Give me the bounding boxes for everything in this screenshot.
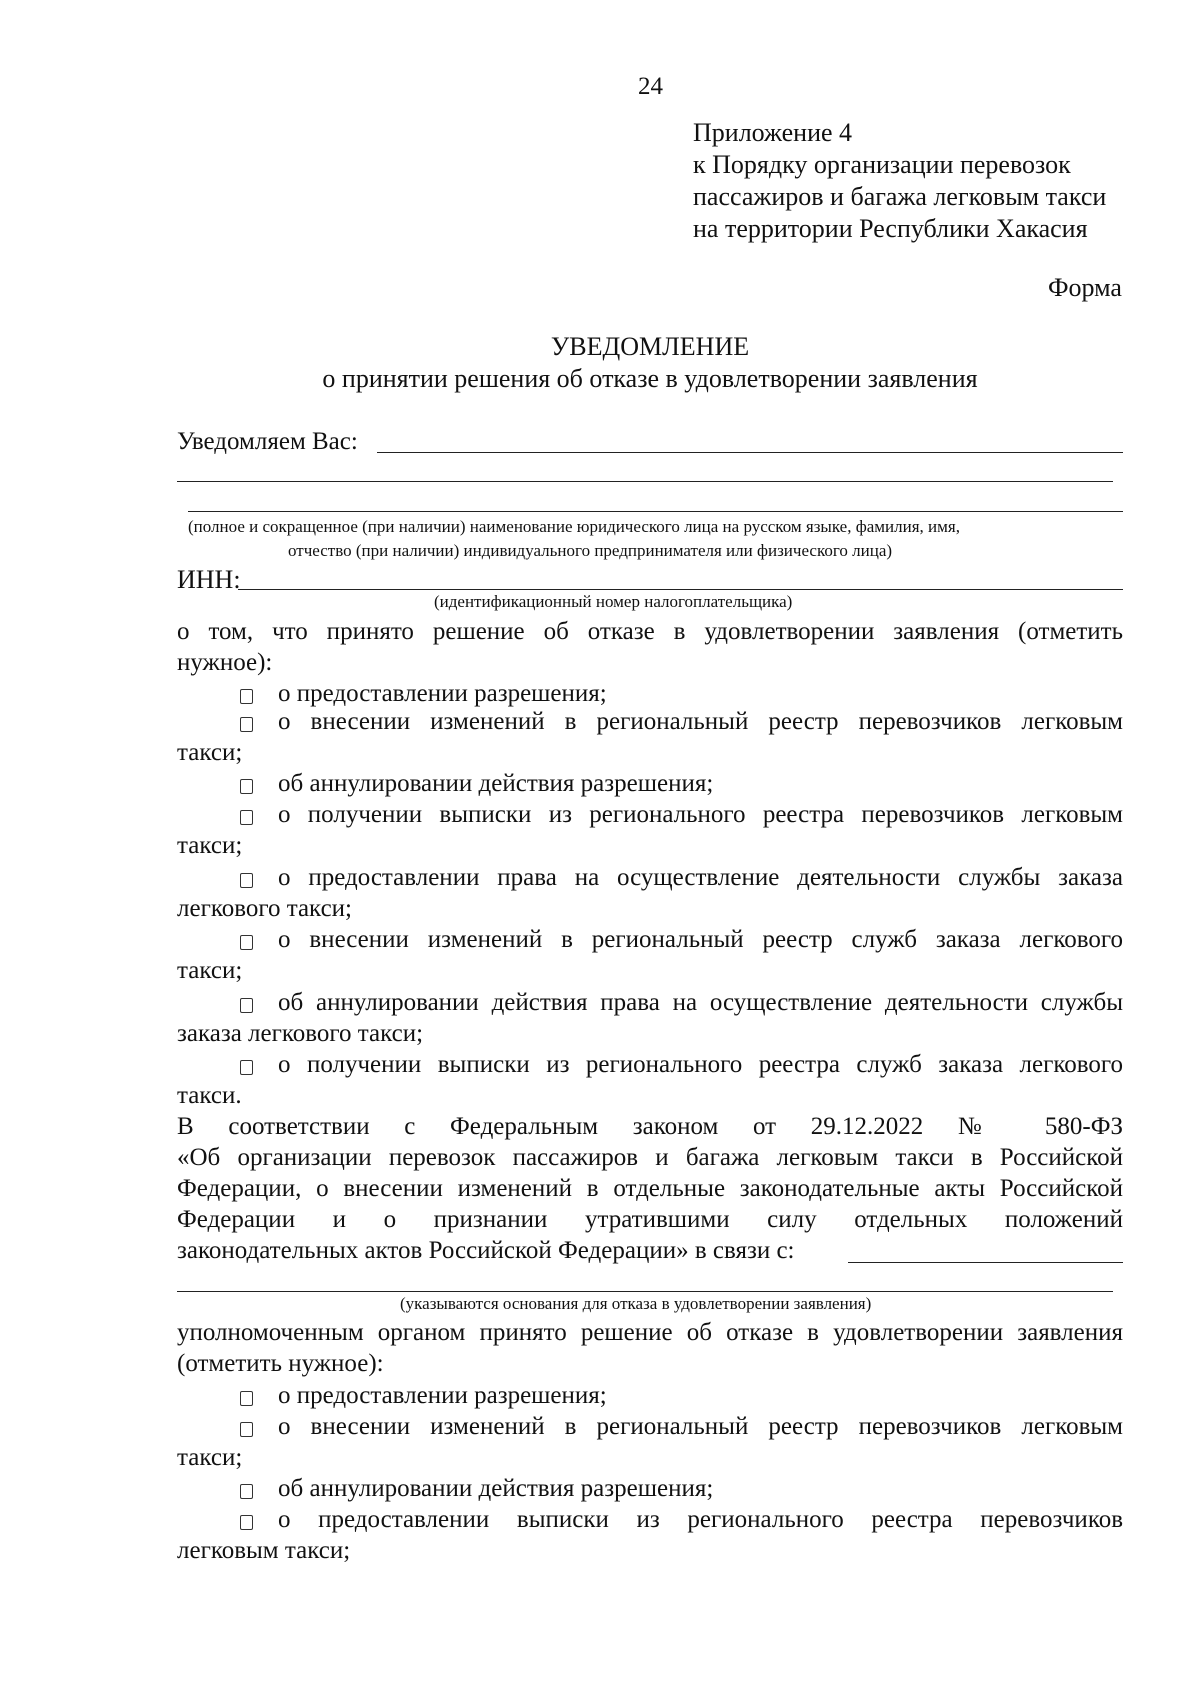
option2-carrier-extract-label-cont: легковым такси; [177,1537,351,1564]
law-text-1: В соответствии с Федеральным законом от 29.12.2022 № 580-ФЗ [177,1113,1123,1140]
option-dispatch-annul-checkbox[interactable] [240,998,253,1013]
option2-permit-checkbox[interactable] [240,1391,253,1406]
applicant-name-field-2[interactable] [177,481,1113,482]
option-dispatch-annul-label: об аннулировании действия права на осуществление деятельности службы [278,989,1123,1016]
notice-subtitle: о принятии решения об отказе в удовлетворении заявления [322,364,978,393]
option2-permit-annul-label: об аннулировании действия разрешения; [278,1475,714,1502]
option-dispatch-right-label: о предоставлении права на осуществление деятельности службы заказа [278,864,1123,891]
page-number: 24 [638,73,663,100]
notify-label: Уведомляем Вас: [177,428,358,455]
option-carrier-extract-label-cont: такси; [177,832,243,859]
applicant-name-field[interactable] [377,452,1123,453]
reason-field-2[interactable] [177,1291,1113,1292]
reason-hint: (указываются основания для отказа в удовлетворении заявления) [400,1294,872,1313]
inn-label: ИНН: [177,565,241,594]
decision-text-1: уполномоченным органом принято решение об отказе в удовлетворении заявления [177,1319,1123,1346]
option-dispatch-registry-change-label: о внесении изменений в региональный реестр служб заказа легкового [278,926,1123,953]
applicant-hint-1: (полное и сокращенное (при наличии) наименование юридического лица на русском языке, фамилия, имя, [188,517,960,536]
decision-text-2: (отметить нужное): [177,1350,384,1377]
appendix-line-1: Приложение 4 [693,118,853,147]
option-dispatch-extract-label-cont: такси. [177,1082,242,1109]
law-text-3: Федерации, о внесении изменений в отдельные законодательные акты Российской [177,1175,1123,1202]
option-carrier-extract-label: о получении выписки из регионального реестра перевозчиков легковым [278,801,1123,828]
option2-carrier-registry-change-checkbox[interactable] [240,1422,253,1437]
option-dispatch-annul-label-cont: заказа легкового такси; [177,1020,424,1047]
intro-text-2: нужное): [177,649,273,676]
law-text-2: «Об организации перевозок пассажиров и багажа легковым такси в Российской [177,1144,1123,1171]
option-carrier-registry-change-checkbox[interactable] [240,717,253,732]
option-permit-checkbox[interactable] [240,689,253,704]
option-carrier-registry-change-label: о внесении изменений в региональный реестр перевозчиков легковым [278,708,1123,735]
option-carrier-registry-change-label-cont: такси; [177,739,243,766]
option-dispatch-registry-change-label-cont: такси; [177,957,243,984]
appendix-line-4: на территории Республики Хакасия [693,214,1088,243]
appendix-line-2: к Порядку организации перевозок [693,150,1071,179]
notice-title: УВЕДОМЛЕНИЕ [550,332,750,361]
applicant-hint-2: отчество (при наличии) индивидуального предпринимателя или физического лица) [288,541,893,560]
option-carrier-extract-checkbox[interactable] [240,810,253,825]
law-text-4: Федерации и о признании утратившими силу отдельных положений [177,1206,1123,1233]
option2-permit-annul-checkbox[interactable] [240,1484,253,1499]
option-dispatch-registry-change-checkbox[interactable] [240,935,253,950]
option2-carrier-registry-change-label-cont: такси; [177,1444,243,1471]
option-dispatch-right-checkbox[interactable] [240,873,253,888]
appendix-line-3: пассажиров и багажа легковым такси [693,182,1107,211]
option2-carrier-extract-label: о предоставлении выписки из регионального реестра перевозчиков [278,1506,1123,1533]
option-permit-annul-checkbox[interactable] [240,779,253,794]
option-permit-label: о предоставлении разрешения; [278,680,607,707]
option-dispatch-extract-checkbox[interactable] [240,1060,253,1075]
option2-carrier-registry-change-label: о внесении изменений в региональный реестр перевозчиков легковым [278,1413,1123,1440]
option2-permit-label: о предоставлении разрешения; [278,1382,607,1409]
applicant-name-field-3[interactable] [188,511,1123,512]
intro-text-1: о том, что принято решение об отказе в удовлетворении заявления (отметить [177,618,1123,645]
form-label: Форма [1048,273,1122,302]
inn-hint: (идентификационный номер налогоплательщика) [434,592,793,611]
law-text-5: законодательных актов Российской Федерации» в связи с: [177,1237,795,1264]
inn-field[interactable] [238,589,1123,590]
option-permit-annul-label: об аннулировании действия разрешения; [278,770,714,797]
option2-carrier-extract-checkbox[interactable] [240,1515,253,1530]
option-dispatch-extract-label: о получении выписки из регионального реестра служб заказа легкового [278,1051,1123,1078]
option-dispatch-right-label-cont: легкового такси; [177,895,352,922]
reason-field[interactable] [848,1262,1123,1263]
